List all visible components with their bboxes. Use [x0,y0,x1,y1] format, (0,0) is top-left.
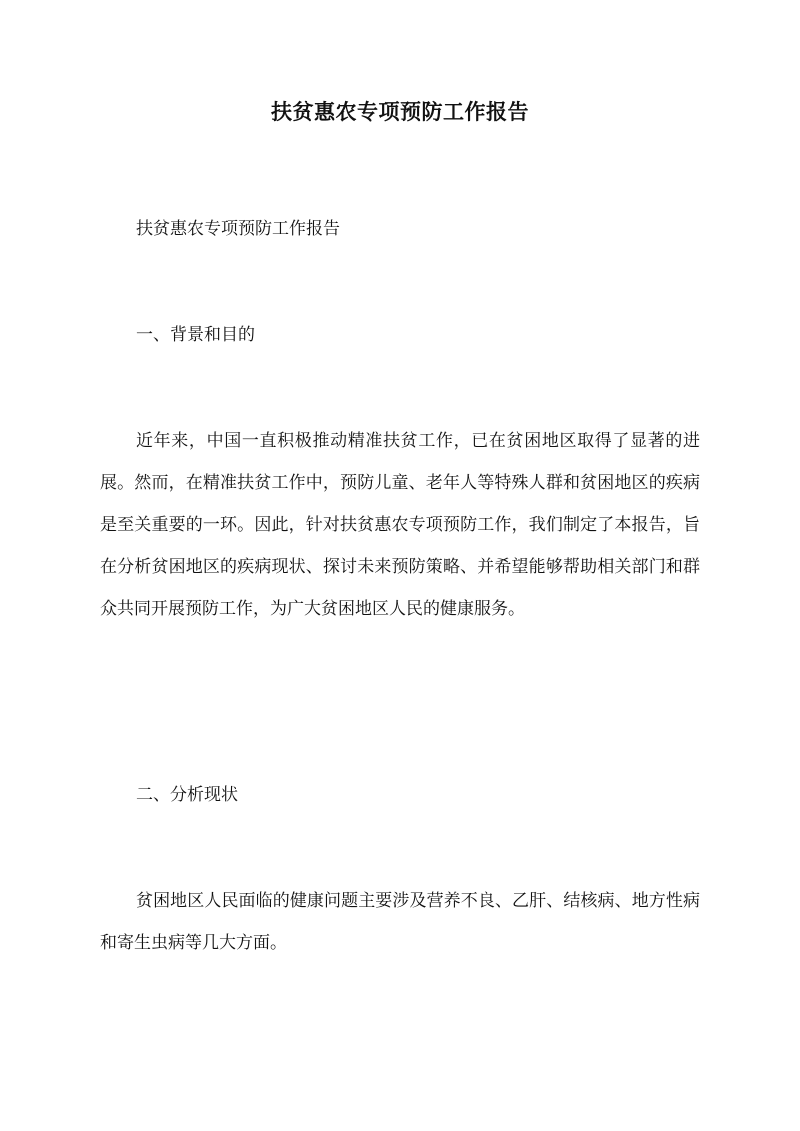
section-heading-background: 一、背景和目的 [136,325,255,345]
document-subtitle: 扶贫惠农专项预防工作报告 [136,219,340,239]
document-title: 扶贫惠农专项预防工作报告 [271,99,529,124]
section-paragraph-analysis: 贫困地区人民面临的健康问题主要涉及营养不良、乙肝、结核病、地方性病和寄生虫病等几大方面。 [100,891,700,953]
section-heading-analysis: 二、分析现状 [136,785,238,805]
section-paragraph-background: 近年来，中国一直积极推动精准扶贫工作，已在贫困地区取得了显著的进展。然而，在精准扶贫工作中，预防儿童、老年人等特殊人群和贫困地区的疾病是至关重要的一环。因此，针对扶贫惠农专项预防工作，我们制定了本报告，旨在分析贫困地区的疾病现状、探讨未来预防策略、并希望能够帮助相关部门和群众共同开展预防工作，为广大贫困地区人民的健康服务。 [100,431,700,619]
